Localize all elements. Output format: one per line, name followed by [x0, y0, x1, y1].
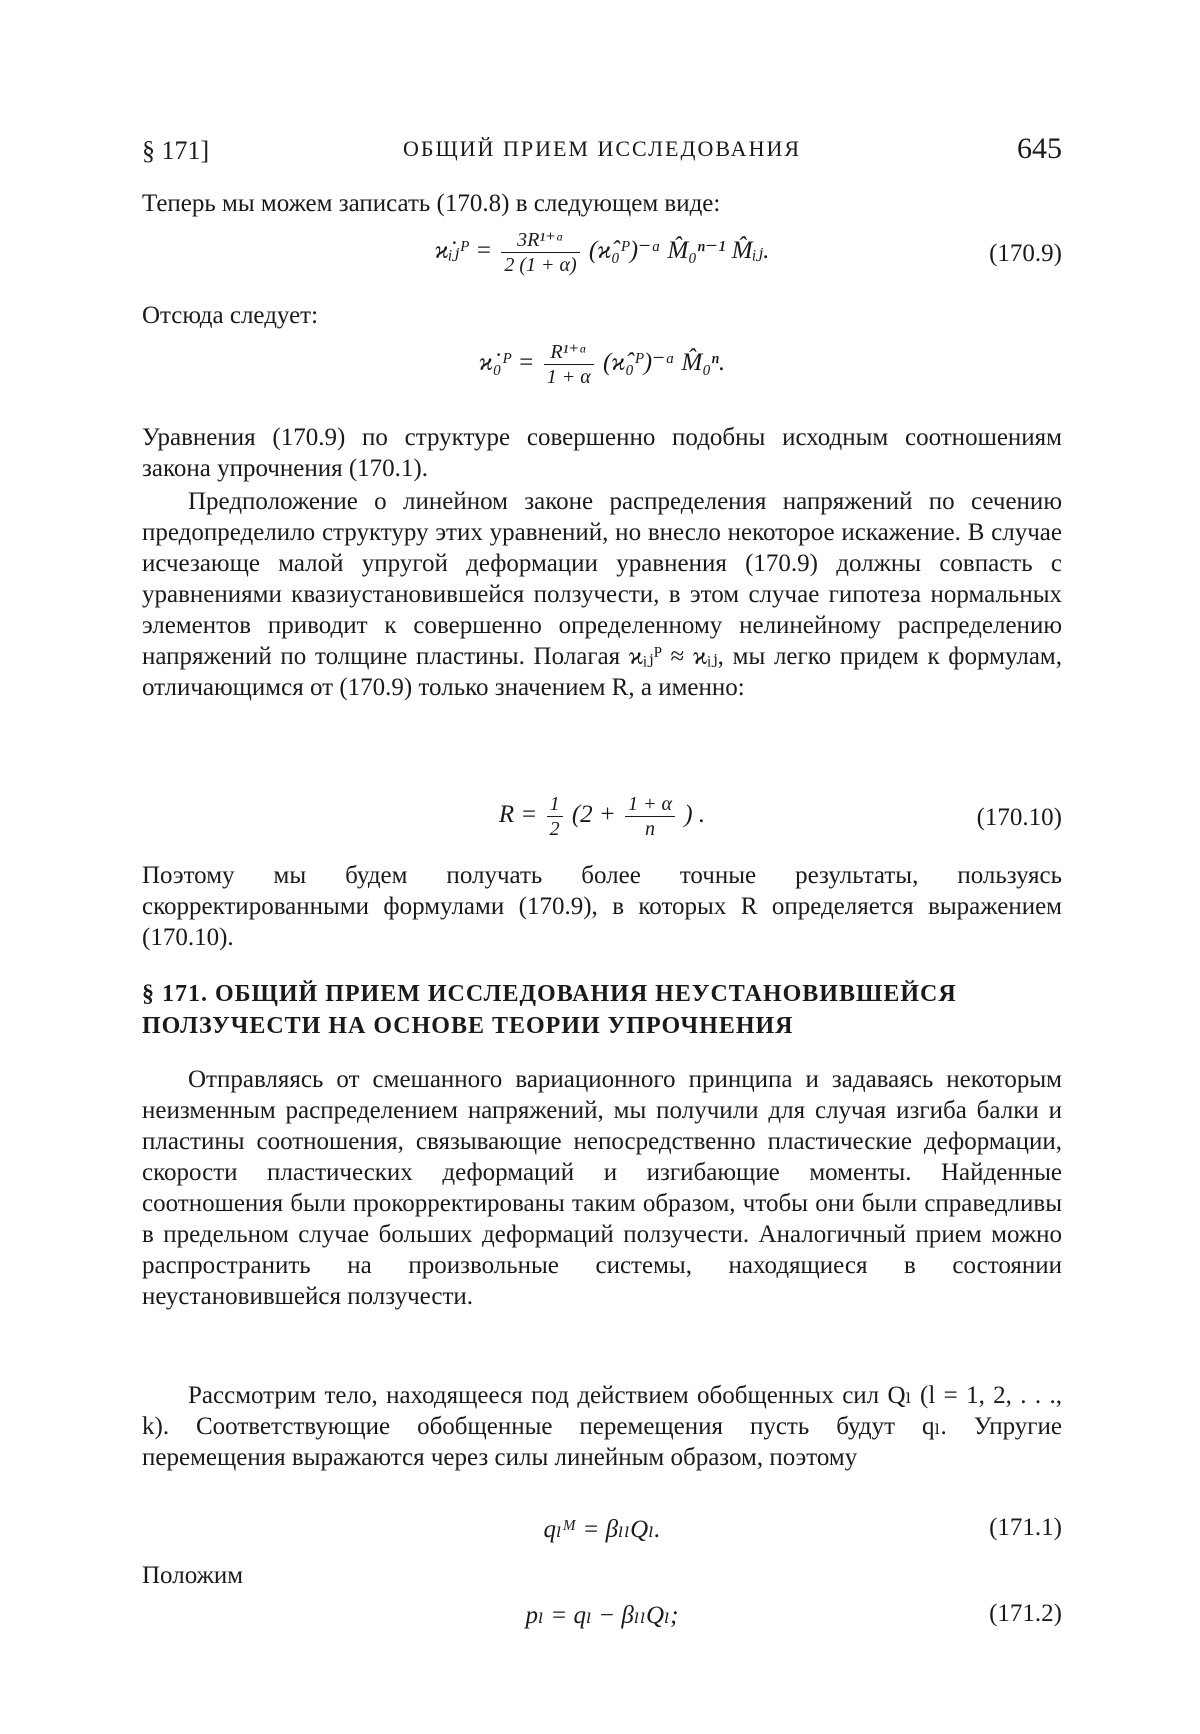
equation-170-9	[142, 224, 1062, 284]
equation-171-2	[142, 1596, 1062, 1656]
fraction: $\frac{1}{2}$	[547, 792, 563, 841]
section-ref: § 171]	[142, 136, 210, 165]
equation-number: (171.1)	[989, 1514, 1062, 1541]
fraction: $\frac{1 + \alpha}{n}$	[625, 792, 675, 841]
paragraph: Отправляясь от смешанного вариационного принципа и задаваясь некоторым неизменным распределением напряжений, мы получили для случая изгиба балки и пластины соотношения, связывающие непосредственно пластические деформации, скорости пластических деформаций и изгибающие моменты. Найденные соотношения были прокорректированы таким образом, чтобы они были справедливы в предельном случае больших деформаций ползучести. Аналогичный прием можно распространить на произвольные системы, находящиеся в состоянии неустановившейся ползучести.	[142, 1066, 1062, 1310]
formula: qₗᴹ = βₗₗQₗ.	[543, 1516, 661, 1543]
intro-text: Теперь мы можем записать (170.8) в следующем виде:	[142, 190, 721, 217]
formula: ϰ̇₀ᴾ = $\frac{\text{R¹⁺ᵅ}}{1 + \alpha}$ (ϰ̂₀ᴾ)⁻ᵅ M̂₀ⁿ.	[478, 341, 726, 388]
fraction: $\frac{\text{3R¹⁺ᵅ}}{2 (1 + \alpha)}$	[501, 228, 579, 277]
paragraph: Уравнения (170.9) по структуре совершенно подобны исходным соотношениям закона упрочнения (170.1).	[142, 424, 1062, 482]
section-heading: § 171. ОБЩИЙ ПРИЕМ ИССЛЕДОВАНИЯ НЕУСТАНОВИВШЕЙСЯ ПОЛЗУЧЕСТИ НА ОСНОВЕ ТЕОРИИ УПРОЧНЕНИЯ	[142, 981, 957, 1039]
equation-number: (171.2)	[989, 1600, 1062, 1627]
running-head	[142, 132, 1062, 172]
paragraph: Предположение о линейном законе распределения напряжений по сечению предопределило структуру этих уравнений, но внесло некоторое искажение. В случае исчезающе малой упругой деформации уравнения (170.9) должны совпасть с уравнениями квазиустановившейся ползучести, в этом случае гипотеза нормальных элементов приводит к совершенно определенному нелинейному распределению напряжений по толщине пластины. Полагая ϰᵢⱼᴾ ≈ ϰᵢⱼ, мы легко придем к формулам, отличающимся от (170.9) только значением R, а именно:	[142, 488, 1062, 701]
formula: pₗ = qₗ − βₗₗQₗ;	[525, 1602, 679, 1629]
put-text: Положим	[142, 1562, 244, 1589]
equation-kappa-0	[142, 336, 1062, 396]
fraction: $\frac{\text{R¹⁺ᵅ}}{1 + \alpha}$	[544, 340, 594, 389]
running-title: ОБЩИЙ ПРИЕМ ИССЛЕДОВАНИЯ	[402, 136, 802, 161]
equation-number: (170.10)	[976, 804, 1062, 831]
page-number: 645	[1017, 132, 1062, 165]
paragraph: Поэтому мы будем получать более точные результаты, пользуясь скорректированными формулами (170.9), в которых R определяется выражением (170.10).	[142, 862, 1062, 951]
paragraph: Рассмотрим тело, находящееся под действием обобщенных сил Qₗ (l = 1, 2, . . ., k). Соответствующие обобщенные перемещения пусть будут qₗ. Упругие перемещения выражаются через силы линейным образом, поэтому	[142, 1382, 1062, 1471]
formula: R = $\frac{1}{2}$ (2 + $\frac{1 + \alpha}{n}$ ) .	[498, 793, 706, 840]
equation-number: (170.9)	[989, 240, 1062, 267]
equation-170-10	[142, 790, 1062, 850]
follows-text: Отсюда следует:	[142, 302, 319, 329]
formula: ϰ̇ᵢⱼᴾ = $\frac{\text{3R¹⁺ᵅ}}{2 (1 + \alpha)}$ (ϰ̂₀ᴾ)⁻ᵅ M̂₀ⁿ⁻¹ M̂ᵢⱼ.	[434, 229, 770, 276]
